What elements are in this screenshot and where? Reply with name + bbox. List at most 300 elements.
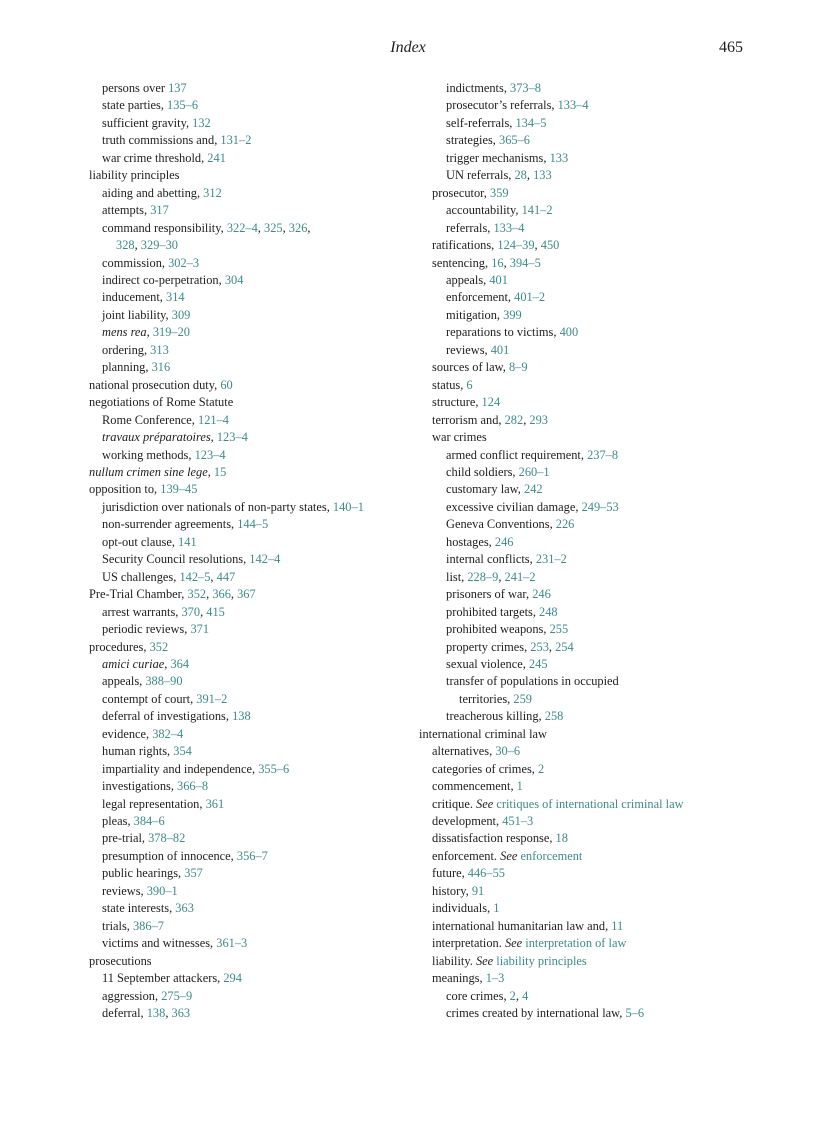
page-reference-link[interactable]: 242 — [524, 482, 543, 497]
page-reference-link[interactable]: 91 — [471, 883, 485, 898]
index-entry — [419, 830, 749, 847]
page-reference-link[interactable]: 282 — [504, 412, 524, 427]
page-reference-link[interactable]: 401 — [490, 342, 510, 357]
index-term-text: reparations to victims, — [446, 325, 560, 340]
index-term-text: critique. — [432, 796, 477, 811]
index-entry — [89, 132, 419, 149]
index-term-text: See — [476, 796, 494, 811]
index-term-text: periodic reviews, — [102, 622, 191, 637]
index-term-text: sufficient gravity, — [102, 115, 193, 130]
index-term-text: See — [504, 936, 523, 951]
page-reference-link[interactable]: 18 — [555, 831, 568, 846]
index-term-text: crimes created by international law, — [446, 1006, 626, 1021]
page-reference-link[interactable]: 328 — [116, 238, 135, 253]
index-term-text: state interests, — [102, 901, 176, 916]
index-term-text: liability. — [432, 953, 476, 968]
index-term-text: terrorism and, — [432, 412, 505, 427]
index-term-text: arrest warrants, — [102, 604, 182, 619]
page-reference-link[interactable]: 260–1 — [518, 464, 550, 479]
index-term-text: internal conflicts, — [446, 552, 536, 567]
page-reference-link[interactable]: 246 — [494, 534, 514, 549]
index-entry — [419, 516, 749, 533]
page-reference-link[interactable]: 401–2 — [514, 290, 546, 305]
index-term-text: See — [475, 953, 494, 968]
index-term-text: reviews, — [446, 342, 491, 357]
index-term-text: core crimes, — [446, 988, 510, 1003]
index-term-text: prohibited targets, — [446, 604, 540, 619]
index-entry — [419, 289, 749, 306]
page-reference-link[interactable]: 131–2 — [220, 133, 252, 148]
index-term-text: international humanitarian law and, — [432, 918, 612, 933]
page-reference-link[interactable]: 253 — [530, 639, 549, 654]
page-reference-link[interactable]: 133 — [549, 150, 569, 165]
index-entry — [89, 988, 419, 1005]
index-term-text: prosecutions — [89, 953, 152, 968]
page-reference-link[interactable]: 6 — [466, 377, 473, 392]
index-entry — [419, 220, 749, 237]
index-entry — [89, 621, 419, 638]
index-term-text: prosecutor’s referrals, — [446, 98, 558, 113]
page-reference-link[interactable]: 140–1 — [332, 499, 364, 514]
page-reference-link[interactable]: interpretation of law — [525, 936, 627, 951]
page-reference-link[interactable]: 451–3 — [502, 814, 534, 829]
page-reference-link[interactable]: 293 — [529, 412, 548, 427]
index-term-text: ordering, — [102, 342, 151, 357]
page-reference-link[interactable]: 241 — [207, 150, 226, 165]
index-entry — [419, 621, 749, 638]
page-reference-link[interactable]: 309 — [171, 307, 191, 322]
page-reference-link[interactable]: 121–4 — [198, 412, 229, 427]
index-entry — [89, 499, 419, 516]
index-term-text: pre-trial, — [102, 831, 149, 846]
page-reference-link[interactable]: 390–1 — [146, 883, 178, 898]
page-reference-link[interactable]: 399 — [503, 307, 522, 322]
index-entry — [89, 115, 419, 132]
index-term-text: armed conflict requirement, — [446, 447, 588, 462]
page-reference-link[interactable]: 141–2 — [521, 203, 553, 218]
page-reference-link[interactable]: 135–6 — [167, 98, 199, 113]
index-entry — [89, 604, 419, 621]
index-entry — [419, 534, 749, 551]
page-reference-link[interactable]: 124 — [481, 395, 501, 410]
index-entry — [89, 656, 419, 673]
index-term-text: , — [164, 656, 171, 671]
page-reference-link[interactable]: 319–20 — [152, 325, 190, 340]
index-entry — [89, 761, 419, 778]
index-entry — [419, 447, 749, 464]
index-entry — [89, 412, 419, 429]
page-reference-link[interactable]: critiques of international criminal law — [496, 796, 684, 811]
page-reference-link[interactable]: 259 — [513, 691, 532, 706]
index-term-text: investigations, — [102, 779, 178, 794]
index-term-text: contempt of court, — [102, 691, 197, 706]
index-entry — [89, 202, 419, 219]
page-reference-link[interactable]: 8–9 — [508, 360, 528, 375]
page-reference-link[interactable]: 325 — [264, 220, 283, 235]
page-reference-link[interactable]: 248 — [539, 604, 558, 619]
index-term-text: inducement, — [102, 290, 166, 305]
index-entry — [419, 464, 749, 481]
index-term-text: negotiations of Rome Statute — [89, 395, 234, 410]
index-entry — [419, 761, 749, 778]
index-term-text: status, — [432, 377, 467, 392]
index-term-text: jurisdiction over nationals of non-party states, — [102, 499, 333, 514]
page-reference-link[interactable]: 1 — [493, 901, 500, 916]
index-entry — [419, 202, 749, 219]
index-entry — [419, 377, 749, 394]
index-entry — [419, 394, 749, 411]
page-number: 465 — [719, 39, 743, 56]
index-entry — [89, 255, 419, 272]
page-reference-link[interactable]: 366 — [212, 587, 231, 602]
index-term-text: development, — [432, 814, 503, 829]
index-term-text: non-surrender agreements, — [102, 517, 238, 532]
index-entry — [419, 132, 749, 149]
index-term-text: , — [200, 604, 207, 619]
index-term-text: strategies, — [446, 133, 499, 148]
page-reference-link[interactable]: 123–4 — [194, 447, 226, 462]
index-term-text: attempts, — [102, 203, 151, 218]
index-entry — [89, 708, 419, 725]
index-entry — [89, 848, 419, 865]
index-term-text: , — [210, 569, 217, 584]
page-reference-link[interactable]: 16 — [491, 255, 504, 270]
page-reference-link[interactable]: 354 — [173, 744, 192, 759]
index-entry — [89, 796, 419, 813]
index-entry — [89, 953, 419, 970]
page-reference-link[interactable]: 255 — [549, 622, 569, 637]
index-entry — [419, 848, 749, 865]
page-reference-link[interactable]: 356–7 — [236, 848, 268, 863]
index-term-text: mitigation, — [446, 307, 504, 322]
index-term-text: sources of law, — [432, 360, 509, 375]
index-entry — [419, 708, 749, 725]
index-term-text: excessive civilian damage, — [446, 499, 582, 514]
page-reference-link[interactable]: enforcement — [520, 848, 583, 863]
page-reference-link[interactable]: 391–2 — [196, 691, 228, 706]
index-entry — [419, 499, 749, 516]
page-reference-link[interactable]: 386–7 — [132, 918, 164, 933]
index-entry — [89, 359, 419, 376]
page-reference-link[interactable]: 134–5 — [515, 115, 547, 130]
index-entry — [89, 481, 419, 498]
page-reference-link[interactable]: 4 — [522, 988, 529, 1003]
page-reference-link[interactable]: 249–53 — [581, 499, 619, 514]
page-reference-link[interactable]: 312 — [203, 185, 222, 200]
index-term-text: pleas, — [102, 814, 134, 829]
page-reference-link[interactable]: 1–3 — [485, 971, 505, 986]
page-reference-link[interactable]: 313 — [150, 342, 169, 357]
index-term-text: See — [500, 848, 518, 863]
index-term-text: commission, — [102, 255, 169, 270]
page-reference-link[interactable]: 133–4 — [493, 220, 525, 235]
page-reference-link[interactable]: 137 — [168, 81, 187, 95]
index-term-text: prohibited weapons, — [446, 622, 550, 637]
page-reference-link[interactable]: 378–82 — [148, 831, 186, 846]
page-reference-link[interactable]: 384–6 — [133, 814, 165, 829]
index-term-text: US challenges, — [102, 569, 180, 584]
index-entry — [419, 865, 749, 882]
index-term-text: trials, — [102, 918, 133, 933]
page-reference-link[interactable]: 363 — [175, 901, 194, 916]
page-reference-link[interactable]: 245 — [528, 656, 548, 671]
index-entry — [89, 569, 419, 586]
index-term-text: deferral of investigations, — [102, 709, 233, 724]
index-term-text: , — [206, 587, 213, 602]
index-term-text: customary law, — [446, 482, 524, 497]
index-term-text: working methods, — [102, 447, 195, 462]
page-reference-link[interactable]: 400 — [559, 325, 579, 340]
page-reference-link[interactable]: 123–4 — [216, 430, 248, 445]
index-term-text: planning, — [102, 360, 152, 375]
index-term-text: referrals, — [446, 220, 494, 235]
page-reference-link[interactable]: 258 — [544, 709, 564, 724]
page-reference-link[interactable]: 447 — [216, 569, 236, 584]
index-entry — [89, 639, 419, 656]
page-reference-link[interactable]: 60 — [220, 377, 233, 392]
page-reference-link[interactable]: 254 — [555, 639, 574, 654]
index-term-text: , — [146, 325, 153, 340]
page-reference-link[interactable]: 326 — [288, 220, 308, 235]
index-term-text: future, — [432, 866, 468, 881]
page-reference-link[interactable]: 352 — [187, 587, 207, 602]
index-term-text: , — [523, 412, 530, 427]
index-term-text: Geneva Conventions, — [446, 517, 556, 532]
page-reference-link[interactable]: 228–9 — [467, 569, 499, 584]
page-reference-link[interactable]: 139–45 — [160, 482, 198, 497]
index-term-text: , — [230, 587, 238, 602]
index-entry — [89, 551, 419, 568]
index-term-text: opposition to, — [89, 482, 161, 497]
page-reference-link[interactable]: 15 — [213, 464, 227, 479]
index-term-text: territories, — [459, 691, 514, 706]
index-term-text: prosecutor, — [432, 185, 490, 200]
page-reference-link[interactable]: 226 — [555, 517, 575, 532]
page-reference-link[interactable]: 302–3 — [168, 255, 200, 270]
page-reference-link[interactable]: 142–4 — [249, 552, 281, 567]
page-reference-link[interactable]: 124–39 — [497, 238, 535, 253]
page-reference-link[interactable]: 361–3 — [216, 936, 248, 951]
index-entry — [419, 656, 749, 673]
page-reference-link[interactable]: 401 — [489, 272, 508, 287]
index-entry — [419, 185, 749, 202]
index-entry — [419, 639, 749, 656]
index-entry — [89, 970, 419, 987]
index-term-text: legal representation, — [102, 796, 206, 811]
index-entry — [419, 900, 749, 917]
running-header — [0, 39, 816, 61]
page-reference-link[interactable]: 373–8 — [510, 81, 541, 95]
page-reference-link[interactable]: 317 — [150, 203, 169, 218]
index-entry — [419, 988, 749, 1005]
page-reference-link[interactable]: 314 — [166, 290, 185, 305]
page-reference-link[interactable]: 352 — [149, 639, 169, 654]
index-term-text: indirect co-perpetration, — [102, 272, 225, 287]
index-term-text: treacherous killing, — [446, 709, 545, 724]
page-reference-link[interactable]: 359 — [490, 185, 509, 200]
index-entry — [89, 342, 419, 359]
index-term-text: victims and witnesses, — [102, 936, 217, 951]
page-reference-link[interactable]: 1 — [516, 779, 523, 794]
page-reference-link[interactable]: 2 — [509, 988, 516, 1003]
page-reference-link[interactable]: 364 — [170, 656, 190, 671]
index-term-text: accountability, — [446, 203, 522, 218]
page-reference-link[interactable]: 133–4 — [557, 98, 589, 113]
index-term-text: interpretation. — [432, 936, 505, 951]
page-reference-link[interactable]: 329–30 — [140, 238, 178, 253]
index-term-text: , — [210, 430, 217, 445]
index-term-text: nullum crimen sine lege — [89, 464, 208, 479]
page-reference-link[interactable]: 138 — [232, 709, 251, 724]
page-reference-link[interactable]: 11 — [611, 918, 624, 933]
page-reference-link[interactable]: 370 — [181, 604, 201, 619]
page-reference-link[interactable]: 366–8 — [177, 779, 209, 794]
index-entry — [89, 830, 419, 847]
page-reference-link[interactable]: 30–6 — [495, 744, 521, 759]
page-reference-link[interactable]: 138 — [146, 1006, 166, 1021]
page-reference-link[interactable]: 275–9 — [161, 988, 193, 1003]
page-reference-link[interactable]: 142–5 — [179, 569, 211, 584]
page-reference-link[interactable]: 132 — [192, 115, 211, 130]
index-entry — [419, 551, 749, 568]
page-reference-link[interactable]: 415 — [206, 604, 225, 619]
index-term-text: commencement, — [432, 779, 517, 794]
page-reference-link[interactable]: 141 — [178, 534, 197, 549]
index-term-text: , — [515, 988, 523, 1003]
index-term-text: , — [534, 238, 541, 253]
index-entry — [419, 970, 749, 987]
index-term-text: human rights, — [102, 744, 174, 759]
index-entry — [419, 255, 749, 272]
index-term-text: meanings, — [432, 971, 486, 986]
index-term-text: self-referrals, — [446, 115, 516, 130]
index-entry — [419, 935, 749, 952]
page-reference-link[interactable]: 450 — [540, 238, 560, 253]
index-term-text: war crime threshold, — [102, 150, 208, 165]
index-entry — [89, 1005, 419, 1022]
index-term-text: appeals, — [102, 674, 146, 689]
index-term-text: list, — [446, 569, 468, 584]
index-term-text: appeals, — [446, 272, 490, 287]
index-entry — [419, 237, 749, 254]
index-entry — [419, 80, 749, 97]
page-reference-link[interactable]: 388–90 — [145, 674, 183, 689]
page-reference-link[interactable]: 363 — [171, 1006, 191, 1021]
index-entry — [419, 412, 749, 429]
page-reference-link[interactable]: 241–2 — [504, 569, 536, 584]
page-reference-link[interactable]: 28 — [514, 168, 527, 183]
page-reference-link[interactable]: 357 — [184, 866, 203, 881]
index-term-text: , — [134, 238, 141, 253]
index-entry — [419, 359, 749, 376]
index-term-text: , — [548, 639, 556, 654]
index-term-text: enforcement. — [432, 848, 501, 863]
page-reference-link[interactable]: 382–4 — [152, 726, 184, 741]
index-entry — [89, 150, 419, 167]
page-reference-link[interactable]: 394–5 — [509, 255, 541, 270]
index-entry — [89, 394, 419, 411]
index-term-text: alternatives, — [432, 744, 496, 759]
index-entry — [89, 673, 419, 690]
page-reference-link[interactable]: 294 — [223, 971, 242, 986]
page-reference-link[interactable]: 322–4 — [226, 220, 258, 235]
index-entry — [419, 953, 749, 970]
index-entry — [419, 586, 749, 603]
page-reference-link[interactable]: 304 — [224, 272, 244, 287]
page-reference-link[interactable]: 361 — [205, 796, 225, 811]
page-reference-link[interactable]: 144–5 — [237, 517, 269, 532]
page-reference-link[interactable]: 355–6 — [258, 761, 290, 776]
index-entry — [419, 796, 749, 813]
page-reference-link[interactable]: 133 — [533, 168, 552, 183]
index-entry — [89, 237, 419, 254]
index-entry — [89, 726, 419, 743]
page-reference-link[interactable]: 446–55 — [467, 866, 505, 881]
page-reference-link[interactable]: 231–2 — [535, 552, 567, 567]
index-term-text: history, — [432, 883, 472, 898]
index-term-text: mens rea — [102, 325, 147, 340]
page-reference-link[interactable]: 365–6 — [499, 133, 530, 148]
index-term-text: joint liability, — [102, 307, 172, 322]
index-term-text: Security Council resolutions, — [102, 552, 250, 567]
index-entry — [419, 1005, 749, 1022]
index-entry — [419, 307, 749, 324]
page-reference-link[interactable]: 237–8 — [587, 447, 619, 462]
index-term-text: indictments, — [446, 81, 511, 95]
index-term-text: child soldiers, — [446, 464, 519, 479]
running-title: Index — [390, 39, 426, 56]
index-term-text: state parties, — [102, 98, 168, 113]
page-reference-link[interactable]: 5–6 — [625, 1006, 645, 1021]
index-term-text: , — [526, 168, 534, 183]
index-entry — [89, 586, 419, 603]
index-entry — [89, 220, 419, 237]
index-entry — [419, 481, 749, 498]
index-entry — [419, 918, 749, 935]
index-term-text: , — [165, 1006, 172, 1021]
index-entry — [89, 918, 419, 935]
page-reference-link[interactable]: liability principles — [496, 953, 587, 968]
index-term-text: hostages, — [446, 534, 495, 549]
page-reference-link[interactable]: 367 — [237, 587, 256, 602]
index-term-text: 11 September attackers, — [102, 971, 224, 986]
page-reference-link[interactable]: 316 — [151, 360, 171, 375]
index-entry — [89, 324, 419, 341]
index-term-text: UN referrals, — [446, 168, 515, 183]
index-entry — [89, 97, 419, 114]
index-term-text: , — [307, 220, 311, 235]
page-reference-link[interactable]: 2 — [537, 761, 545, 776]
index-term-text: persons over — [102, 81, 169, 95]
index-entry — [89, 534, 419, 551]
index-term-text: deferral, — [102, 1006, 147, 1021]
index-term-text: , — [503, 255, 510, 270]
page-reference-link[interactable]: 246 — [532, 587, 551, 602]
index-entry — [419, 743, 749, 760]
page-reference-link[interactable]: 371 — [190, 622, 210, 637]
index-entry — [419, 813, 749, 830]
index-entry — [419, 342, 749, 359]
index-entry — [89, 865, 419, 882]
index-entry — [419, 883, 749, 900]
index-entry — [419, 150, 749, 167]
index-entry — [89, 691, 419, 708]
index-term-text: evidence, — [102, 726, 153, 741]
index-term-text: individuals, — [432, 901, 494, 916]
index-term-text: aggression, — [102, 988, 162, 1003]
index-entry — [419, 429, 749, 446]
index-entry — [419, 167, 749, 184]
